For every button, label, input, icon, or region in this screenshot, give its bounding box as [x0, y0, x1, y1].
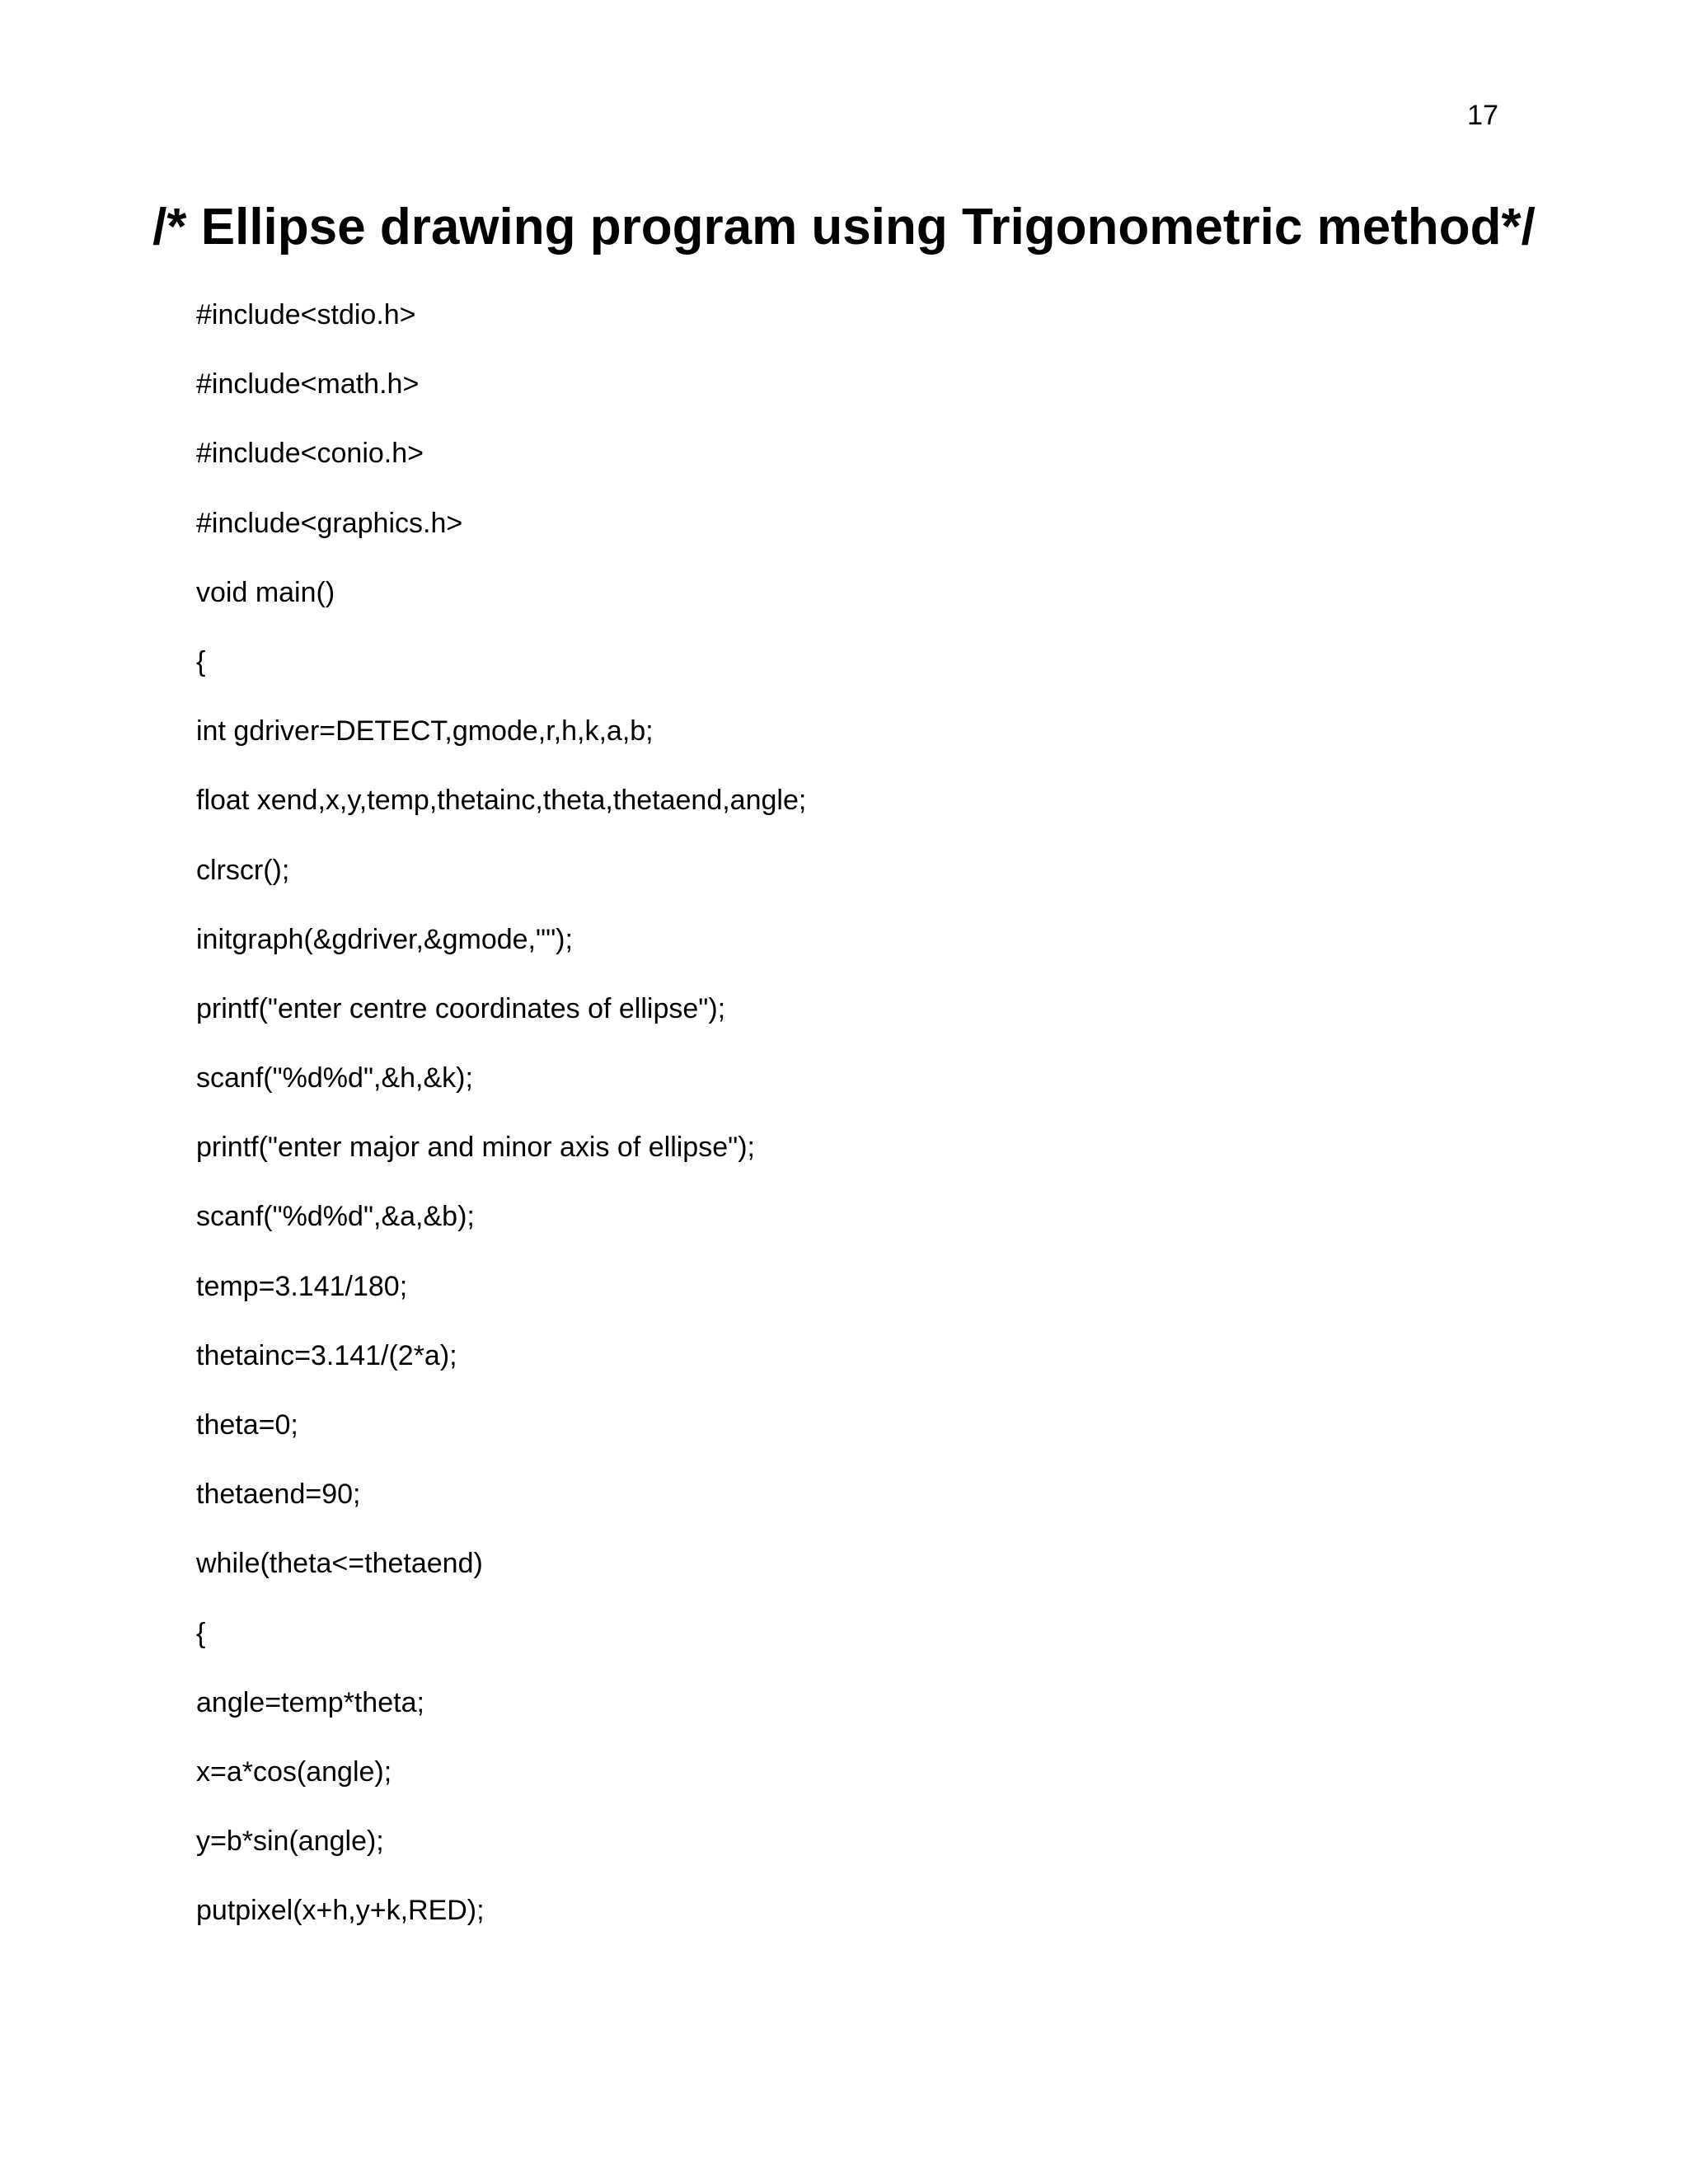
code-line: printf("enter centre coordinates of ellipse");	[196, 992, 726, 1024]
code-line: angle=temp*theta;	[196, 1686, 424, 1718]
code-line: while(theta<=thetaend)	[196, 1548, 483, 1580]
code-line: #include<math.h>	[196, 368, 420, 401]
code-line: #include<graphics.h>	[196, 507, 463, 539]
page-number: 17	[1467, 100, 1498, 131]
code-line: float xend,x,y,temp,thetainc,theta,thetaend,angle;	[196, 785, 807, 817]
code-line: {	[196, 645, 206, 677]
code-line: thetainc=3.141/(2*a);	[196, 1339, 457, 1371]
code-line: int gdriver=DETECT,gmode,r,h,k,a,b;	[196, 715, 654, 748]
code-line: scanf("%d%d",&a,&b);	[196, 1201, 475, 1233]
code-line: printf("enter major and minor axis of ellipse");	[196, 1132, 755, 1164]
code-line: thetaend=90;	[196, 1479, 361, 1511]
code-line: #include<conio.h>	[196, 438, 424, 470]
code-line: initgraph(&gdriver,&gmode,"");	[196, 923, 573, 955]
code-line: x=a*cos(angle);	[196, 1755, 392, 1788]
code-line: #include<stdio.h>	[196, 299, 416, 330]
page-title: /* Ellipse drawing program using Trigonometric method*/	[152, 199, 1536, 255]
code-line: y=b*sin(angle);	[196, 1825, 384, 1858]
code-line: putpixel(x+h,y+k,RED);	[196, 1895, 485, 1927]
code-line: theta=0;	[196, 1409, 298, 1441]
code-line: scanf("%d%d",&h,&k);	[196, 1062, 473, 1094]
code-line: {	[196, 1617, 206, 1649]
code-line: temp=3.141/180;	[196, 1270, 408, 1302]
code-line: void main()	[196, 576, 335, 608]
code-listing	[196, 293, 806, 1959]
code-line: clrscr();	[196, 854, 290, 886]
